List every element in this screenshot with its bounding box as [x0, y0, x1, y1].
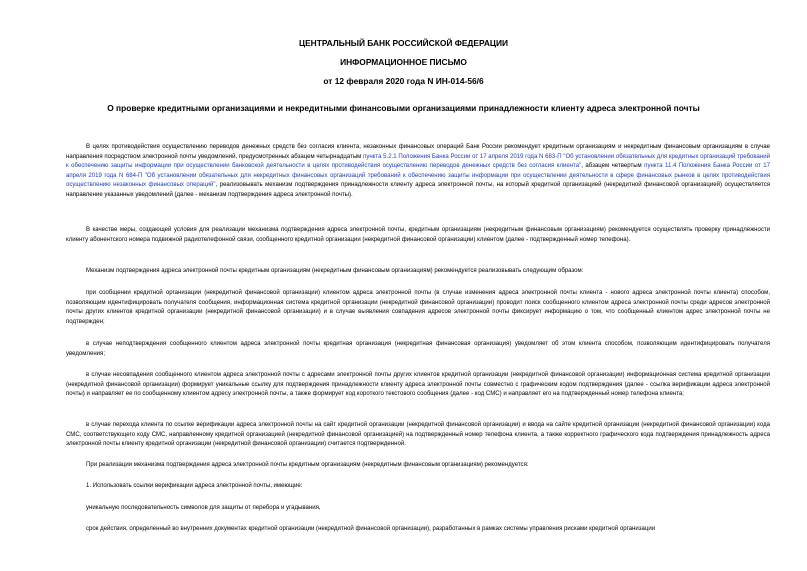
document-subject: О проверке кредитными организациями и некредитными финансовыми организациями принадлежности клиенту адреса электронной почты: [107, 103, 700, 113]
document-type: ИНФОРМАЦИОННОЕ ПИСЬМО: [340, 57, 467, 67]
link-regulation-684p[interactable]: пункта 11.4 Положения Банка России от 17 апреля 2019 года N 684-П "Об установлении обязательных для некредитных финансовых организаций требований к обеспечению защиты информации при осуществлении деятельности в сфере финансовых рынков в целях противодействия осуществлению незаконных финансовых операций": [66, 163, 770, 188]
paragraph-11: срок действия, определенный во внутренних документах кредитной организации (некредитной финансовой организации), разработанных в рамках системы управления рисками кредитной организации: [86, 526, 656, 532]
issuer-title: ЦЕНТРАЛЬНЫЙ БАНК РОССИЙСКОЙ ФЕДЕРАЦИИ: [298, 38, 509, 48]
paragraph-4: при сообщении кредитной организации (некредитной финансовой организации) клиентом адреса электронной почты (в случае изменения адреса электронной почты клиента - нового адреса электронной почты клиента) способом, позволяющим идентифицировать получателя сообщения, информационная система кредитной организации (некредитной финансовой организации) проводит поиск сообщенного клиентом адреса электронной почты среди адресов электронной почты других клиентов кредитной организации (некредитной финансовой организации) и в случае выявления совпадения адресов электронной почты фиксирует информацию о том, что сообщенный клиентом адрес электронной почты не подтвержден;: [66, 290, 770, 325]
paragraph-2: В качестве меры, создающей условия для реализации механизма подтверждения адреса электронной почты, кредитным организациям (некредитным финансовым организациям) рекомендуется осуществлять проверку принадлежности клиенту абонентского номера подвижной радиотелефонной связи, сообщенного кредитной организации (некредитной финансовой организации) клиентом (далее - подтвержденный номер телефона).: [66, 227, 770, 243]
document-date-number: от 12 февраля 2020 года N ИН-014-56/6: [323, 76, 484, 86]
paragraph-1-text-c: , реализовывать механизм подтверждения принадлежности клиенту адреса электронной почты, на который кредитной организацией (некредитной финансовой организацией) осуществляется направление указанных уведомлений (далее - механизм подтверждения адреса электронной почты).: [66, 182, 770, 198]
paragraph-9: 1. Использовать ссылки верификации адреса электронной почты, имеющие:: [86, 483, 303, 489]
paragraph-1-text-a: В целях противодействия осуществлению переводов денежных средств без согласия клиента, незаконных финансовых операций Банк России рекомендует кредитным организациям и некредитным финансовым организациям в случае направления посредством электронной почты уведомлений, предусмотренных абзацем четырнадцатым: [66, 144, 770, 160]
paragraph-6: в случае несовпадения сообщенного клиентом адреса электронной почты с адресами электронной почты других клиентов кредитной организации (некредитной финансовой организации) информационная система кредитной организации (некредитной финансовой организации) формирует уникальные ссылку для подтверждения принадлежности клиенту адреса электронной почты совместно с графическим кодом подтверждения (далее - ссылка верификации адреса электронной почты) и направляет ее по сообщенному клиентом адресу электронной почты, а также формирует код короткого текстового сообщения (далее - код СМС) и направляет его на подтвержденный номер телефона клиента;: [66, 372, 770, 397]
paragraph-10: уникальную последовательность символов для защиты от перебора и угадывания,: [86, 505, 321, 511]
paragraph-3: Механизм подтверждения адреса электронной почты кредитным организациям (некредитным финансовым организациям) рекомендуется реализовывать следующим образом:: [86, 268, 584, 274]
paragraph-1-text-b: , абзацем четвертым: [581, 163, 645, 169]
paragraph-5: в случае неподтверждения сообщенного клиентом адреса электронной почты кредитная организация (некредитная финансовая организация) уведомляет об этом клиента способом, позволяющим идентифицировать получателя уведомления;: [66, 341, 770, 357]
paragraph-1: [66, 143, 770, 200]
paragraph-8: При реализации механизма подтверждения адреса электронной почты кредитным организациям (некредитным финансовым организациям) рекомендуется:: [86, 462, 529, 468]
link-regulation-683p[interactable]: пункта 5.2.1 Положения Банка России от 17 апреля 2019 года N 683-П "Об установлении обязательных для кредитных организаций требований к обеспечению защиты информации при осуществлении банковской деятельности в целях противодействия осуществлению переводов денежных средств без согласия клиента": [66, 153, 770, 169]
paragraph-7: в случае перехода клиента по ссылке верификации адреса электронной почты на сайт кредитной организации (некредитной финансовой организации) и ввода на сайте кредитной организации (некредитной финансовой организации) кода СМС, соответствующего коду СМС, направленному кредитной организацией (некредитной финансовой организацией) на подтвержденный номер телефона клиента, а также корректного графического кода подтверждения принадлежность адреса электронной почты клиенту кредитной организации (некредитной финансовой организации) считается подтвержденной.: [66, 422, 770, 447]
